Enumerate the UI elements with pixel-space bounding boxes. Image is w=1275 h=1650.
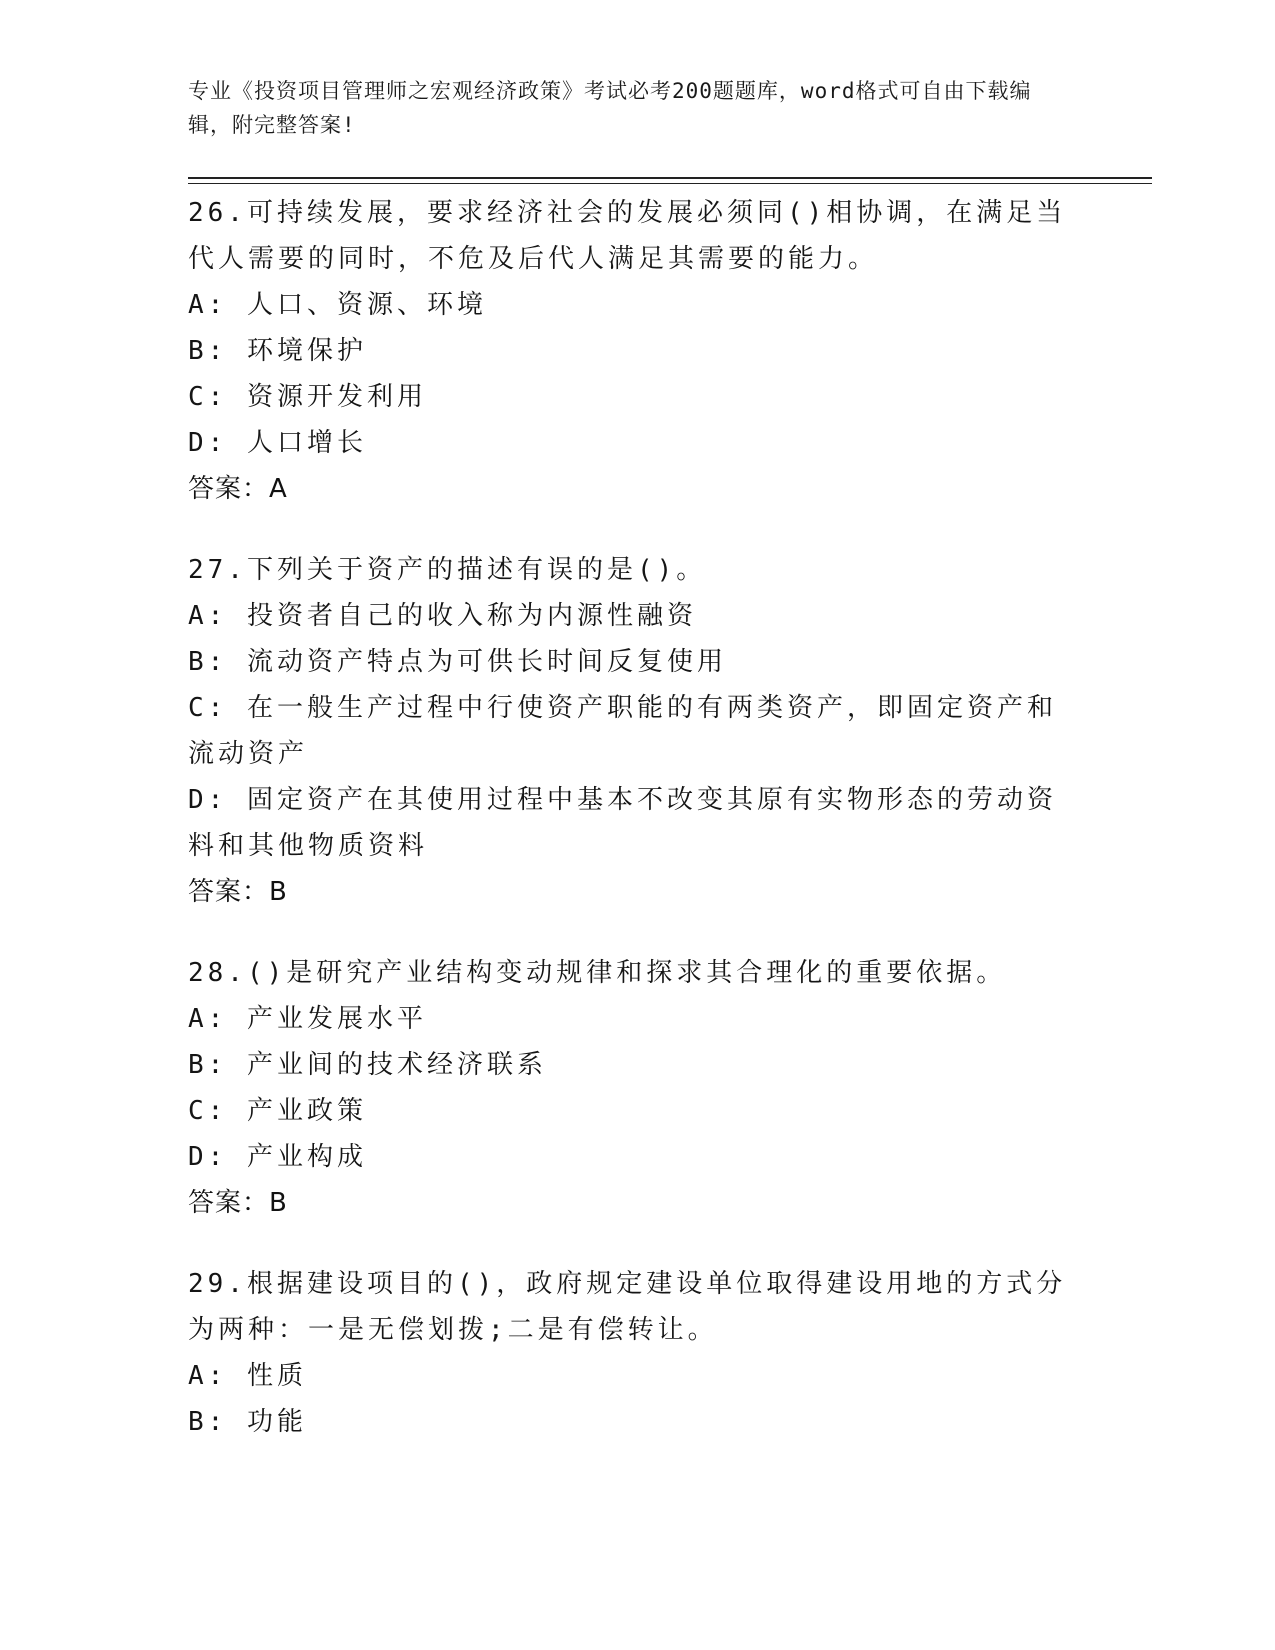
option-c: C: 在一般生产过程中行使资产职能的有两类资产，即固定资产和流动资产 bbox=[188, 693, 1057, 769]
question-list bbox=[188, 190, 1078, 1480]
answer-line: 答案：A bbox=[188, 474, 288, 504]
option-d: D: 产业构成 bbox=[188, 1142, 367, 1172]
question-27 bbox=[188, 547, 1078, 915]
header-divider-thick bbox=[188, 177, 1152, 179]
option-a: A: 性质 bbox=[188, 1361, 307, 1391]
option-c: C: 资源开发利用 bbox=[188, 382, 427, 412]
question-26 bbox=[188, 190, 1078, 512]
question-29 bbox=[188, 1261, 1078, 1445]
option-a: A: 投资者自己的收入称为内源性融资 bbox=[188, 601, 697, 631]
option-a: A: 人口、资源、环境 bbox=[188, 290, 487, 320]
answer-line: 答案：B bbox=[188, 877, 288, 907]
question-stem: 28.()是研究产业结构变动规律和探求其合理化的重要依据。 bbox=[188, 958, 1007, 988]
header-divider-thin bbox=[188, 183, 1152, 184]
option-d: D: 固定资产在其使用过程中基本不改变其原有实物形态的劳动资料和其他物质资料 bbox=[188, 785, 1057, 861]
option-a: A: 产业发展水平 bbox=[188, 1004, 427, 1034]
answer-line: 答案：B bbox=[188, 1188, 288, 1218]
document-header-text: 专业《投资项目管理师之宏观经济政策》考试必考200题题库，word格式可自由下载编辑，附完整答案! bbox=[188, 79, 1032, 137]
option-b: B: 产业间的技术经济联系 bbox=[188, 1050, 547, 1080]
question-stem: 26.可持续发展，要求经济社会的发展必须同()相协调，在满足当代人需要的同时，不危及后代人满足其需要的能力。 bbox=[188, 198, 1067, 274]
option-b: B: 环境保护 bbox=[188, 336, 367, 366]
question-stem: 29.根据建设项目的()，政府规定建设单位取得建设用地的方式分为两种：一是无偿划拨;二是有偿转让。 bbox=[188, 1269, 1067, 1345]
option-c: C: 产业政策 bbox=[188, 1096, 367, 1126]
option-b: B: 流动资产特点为可供长时间反复使用 bbox=[188, 647, 727, 677]
option-b: B: 功能 bbox=[188, 1407, 307, 1437]
question-stem: 27.下列关于资产的描述有误的是()。 bbox=[188, 555, 707, 585]
question-28 bbox=[188, 950, 1078, 1226]
option-d: D: 人口增长 bbox=[188, 428, 367, 458]
